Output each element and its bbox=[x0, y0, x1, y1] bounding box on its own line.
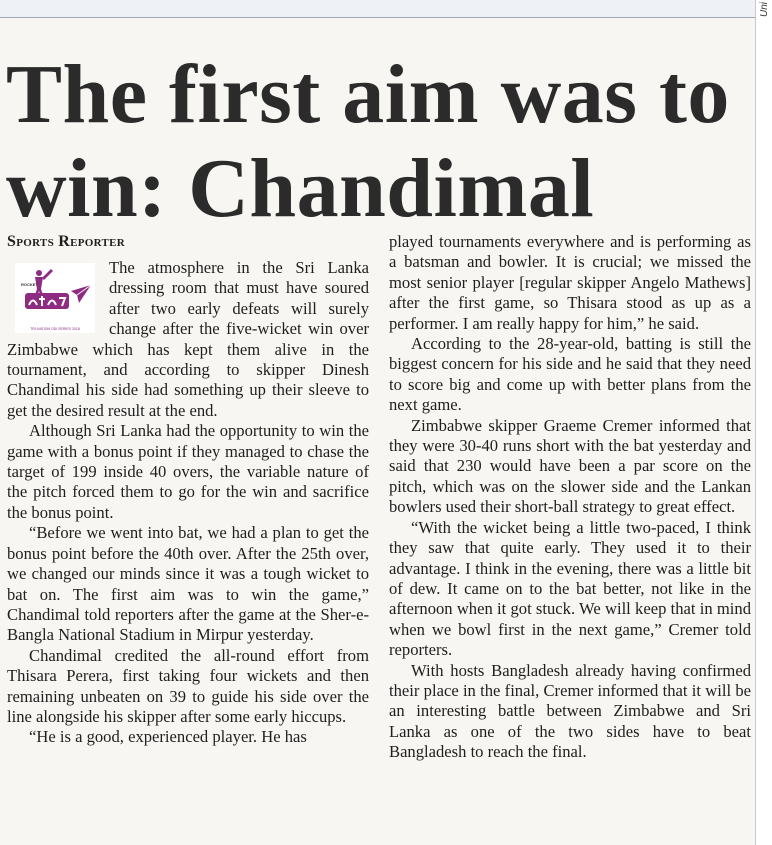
logo-small-text: ROCKET bbox=[21, 282, 38, 287]
paragraph: “He is a good, experienced player. He has bbox=[29, 727, 307, 747]
tournament-logo bbox=[15, 263, 95, 333]
right-column bbox=[389, 232, 751, 763]
paragraph: Zimbabwe skipper Graeme Cremer informed that they were 30-40 runs short with the bat yesterday and said that 230 would have been a par score on the pitch, which was on the slower side and the Lankan bowlers used their short-ball strategy to great effect. bbox=[389, 415, 751, 517]
paragraph: played tournaments everywhere and is performing as a batsman and bowler. It is crucial; we missed the most senior player [regular skipper Angelo Mathews] after the first game, so Thisara stood as up as a performer. I am really happy for him,” he said. bbox=[389, 232, 751, 333]
left-column bbox=[7, 232, 369, 748]
paragraph: “Before we went into bat, we had a plan to get the bonus point before the 40th over. After the 25th over, we changed our minds since it was a tough wicket to bat on. The first aim was to win the game,” Chandimal told reporters after the game at the Sher-e-Bangla National Stadium in Mirpur yesterday. bbox=[7, 523, 369, 645]
top-bar bbox=[0, 0, 756, 18]
paragraph: With hosts Bangladesh already having confirmed their place in the final, Cremer informed that it will be an interesting battle between Zimbabwe and Sri Lanka as one of the two sides have to beat Bangladesh to reach the final. bbox=[389, 660, 751, 762]
headline: The first aim was to win: Chandimal bbox=[6, 48, 730, 235]
paragraph: Although Sri Lanka had the opportunity to win the game with a bonus point if they managed to chase the target of 199 inside 40 overs, the variable nature of the pitch forced them to go for the win and sacrifice the bonus point. bbox=[7, 421, 369, 522]
logo-caption: TRI-NATION ODI SERIES 2018 bbox=[30, 327, 80, 331]
page-edge bbox=[755, 0, 772, 845]
paragraph: The atmosphere in the Sri Lanka dressing room that must have soured after two early defeats will surely change after the five-wicket win over Zimbabwe which has kept them alive in the tournament, and according to skipper Dinesh Chandimal his side had something up their sleeve to get the desired result at the end. bbox=[7, 258, 369, 420]
paragraph: “With the wicket being a little two-paced, I think they saw that quite early. They used it to their advantage. I think in the evening, there was a little bit of dew. It came on to the bat better, not like in the afternoon when it got stuck. We will keep that in mind when we bowl first in the next game,” Cremer told reporters. bbox=[389, 517, 751, 660]
paragraph: Chandimal credited the all-round effort from Thisara Perera, first taking four wickets and then remaining unbeaten on 39 to guide his side over the line alongside his skipper after some early hiccups. bbox=[7, 645, 369, 726]
cricket-logo-icon bbox=[15, 263, 95, 333]
edge-label: Uni bbox=[759, 2, 770, 18]
paragraph: According to the 28-year-old, batting is still the biggest concern for his side and he said that they need to score big and come up with better plans from the next game. bbox=[389, 334, 751, 415]
byline: Sports Reporter bbox=[7, 233, 126, 250]
